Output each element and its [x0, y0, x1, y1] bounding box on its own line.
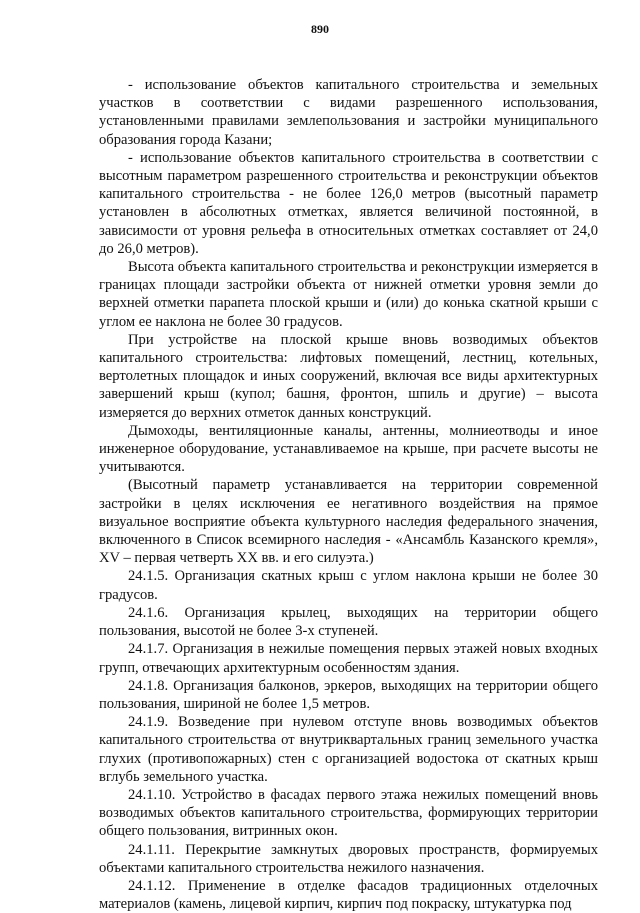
- paragraph-24-1-9: 24.1.9. Возведение при нулевом отступе вновь возводимых объектов капитального строительства от внутриквартальных границ земельного участка глухих (противопожарных) стен с организацией водостока от скатных крыш вглубь земельного участка.: [99, 714, 598, 785]
- paragraph-flat-roof-structures: При устройстве на плоской крыше вновь возводимых объектов капитального строительства: лифтовых помещений, лестниц, котельных, вертолетных площадок и иных сооружений, включая все виды архитектурных завершений крыш (купол; башня, фронтон, шпиль и другие) – высота измеряется до верхних отметок данных конструкций.: [99, 331, 598, 421]
- paragraph-land-use: - использование объектов капитального строительства и земельных участков в соответствии с видами разрешенного использования, установленными правилами землепользования и застройки муниципального образования города Казани;: [99, 77, 598, 148]
- document-body: [99, 76, 598, 913]
- paragraph-24-1-11: 24.1.11. Перекрытие замкнутых дворовых пространств, формируемых объектами капитального строительства нежилого назначения.: [99, 841, 598, 876]
- paragraph-24-1-10: 24.1.10. Устройство в фасадах первого этажа нежилых помещений вновь возводимых объектов капитального строительства, формирующих территории общего пользования, витринных окон.: [99, 786, 598, 840]
- paragraph-height-parameter: - использование объектов капитального строительства в соответствии с высотным параметром разрешенного строительства и реконструкции объектов капитального строительства - не более 126,0 метров (высотный параметр установлен в абсолютных отметках, является величиной постоянной, в зависимости от уровня рельефа в относительных отметках составляет от 24,0 до 26,0 метров).: [99, 149, 598, 257]
- page-number: 890: [311, 22, 329, 36]
- paragraph-24-1-6: 24.1.6. Организация крылец, выходящих на территории общего пользования, высотой не более 3-х ступеней.: [99, 604, 598, 640]
- paragraph-24-1-7: 24.1.7. Организация в нежилые помещения первых этажей новых входных групп, отвечающих архитектурным особенностям здания.: [99, 641, 598, 676]
- paragraph-roof-equipment: Дымоходы, вентиляционные каналы, антенны, молниеотводы и иное инженерное оборудование, устанавливаемое на крыше, при расчете высоты не учитываются.: [99, 422, 598, 476]
- paragraph-height-rationale: (Высотный параметр устанавливается на территории современной застройки в целях исключения ее негативного воздействия на прямое визуальное восприятие объекта культурного наследия федерального значения, включенного в Список всемирного наследия - «Ансамбль Казанского кремля», XV – первая четверть XX вв. и его силуэта.): [99, 477, 598, 567]
- paragraph-24-1-8: 24.1.8. Организация балконов, эркеров, выходящих на территории общего пользования, шириной не более 1,5 метров.: [99, 677, 598, 712]
- paragraph-height-measurement: Высота объекта капитального строительства и реконструкции измеряется в границах площади застройки объекта от нижней отметки уровня земли до верхней отметки парапета плоской крыши и (или) до конька скатной крыши с углом ее наклона не более 30 градусов.: [99, 259, 598, 330]
- paragraph-24-1-5: 24.1.5. Организация скатных крыш с углом наклона крыши не более 30 градусов.: [99, 568, 598, 603]
- paragraph-24-1-12: 24.1.12. Применение в отделке фасадов традиционных отделочных материалов (камень, лицевой кирпич, кирпич под покраску, штукатурка под: [99, 877, 598, 913]
